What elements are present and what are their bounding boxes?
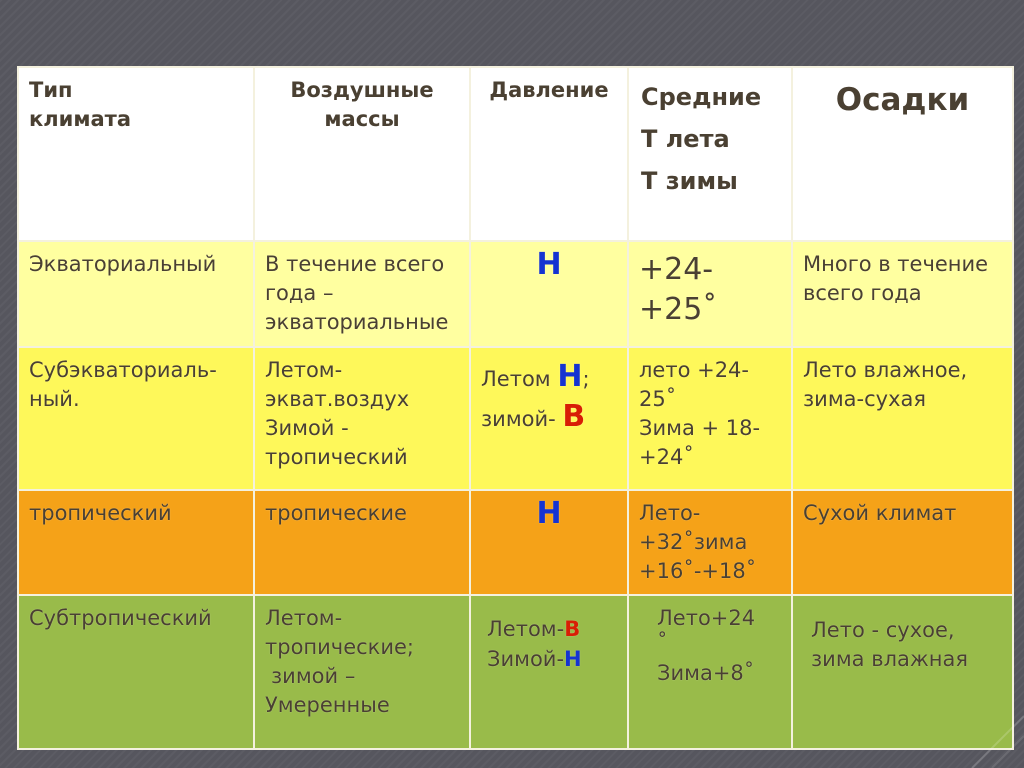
- air-line: зимой –: [271, 664, 356, 688]
- temp-line: +25˚: [639, 292, 718, 327]
- air-line: тропические;: [265, 635, 414, 659]
- table-row-subtropical: [18, 595, 1013, 749]
- cell-type: [18, 241, 254, 347]
- climate-table: [17, 66, 1014, 750]
- temp-line: ˚: [657, 631, 668, 655]
- cell-pressure: [470, 241, 628, 347]
- header-precipitation: [792, 67, 1013, 241]
- pressure-winter-label: зимой-: [481, 407, 556, 431]
- header-pressure-text: Давление: [489, 78, 609, 102]
- cell-pressure: [470, 595, 628, 749]
- header-precipitation-text: Осадки: [835, 82, 970, 118]
- cell-pressure: [470, 347, 628, 490]
- cell-air: [254, 347, 470, 490]
- header-pressure: [470, 67, 628, 241]
- temp-line: Лето+24: [657, 606, 756, 630]
- temp-line: Зима + 18-: [639, 416, 761, 440]
- precip-line: всего года: [803, 281, 922, 305]
- pressure-summer-label: Летом: [481, 367, 551, 391]
- climate-type-label: ный.: [29, 387, 80, 411]
- pressure-summer-label: Летом-: [487, 617, 565, 641]
- air-line: Зимой -: [265, 416, 349, 440]
- cell-temp: [628, 241, 792, 347]
- pressure-low-marker: Н: [536, 247, 562, 282]
- precip-line: зима влажная: [811, 647, 969, 671]
- header-avg-temp-line1: Средние: [641, 83, 762, 111]
- air-line: Умеренные: [265, 693, 390, 717]
- pressure-separator: ;: [582, 367, 590, 391]
- precip-line: Лето - сухое,: [811, 618, 955, 642]
- header-climate-type-line1: Тип: [29, 78, 73, 102]
- air-line: тропические: [265, 501, 407, 525]
- cell-pressure: [470, 490, 628, 595]
- cell-type: [18, 595, 254, 749]
- cell-temp: [628, 595, 792, 749]
- cell-temp: [628, 347, 792, 490]
- cell-precip: [792, 490, 1013, 595]
- pressure-high-marker: В: [564, 617, 581, 641]
- header-air-masses-line1: Воздушные: [290, 78, 434, 102]
- pressure-high-marker: В: [562, 399, 586, 434]
- header-avg-temp-line2: Т лета: [641, 125, 730, 153]
- header-air-masses: [254, 67, 470, 241]
- cell-air: [254, 595, 470, 749]
- cell-air: [254, 241, 470, 347]
- header-avg-temp-line3: Т зимы: [641, 167, 738, 195]
- cell-precip: [792, 347, 1013, 490]
- climate-type-label: Субэкваториаль-: [29, 358, 217, 382]
- temp-line: +24˚: [639, 445, 694, 469]
- precip-line: Много в течение: [803, 252, 989, 276]
- cell-precip: [792, 241, 1013, 347]
- pressure-summer: [487, 614, 617, 644]
- cell-air: [254, 490, 470, 595]
- air-line: Летом-: [265, 606, 343, 630]
- temp-line: лето +24-: [639, 358, 749, 382]
- cell-type: [18, 490, 254, 595]
- climate-type-label: тропический: [29, 501, 172, 525]
- pressure-winter: [487, 644, 617, 674]
- temp-line: +16˚-+18˚: [639, 559, 757, 583]
- pressure-winter: [481, 398, 617, 438]
- pressure-low-marker: Н: [536, 496, 562, 531]
- header-climate-type: [18, 67, 254, 241]
- precip-line: зима-сухая: [803, 387, 927, 411]
- temp-line: +24-: [639, 252, 714, 287]
- air-line: экват.воздух: [265, 387, 410, 411]
- temp-line: Зима+8˚: [657, 661, 755, 685]
- header-air-masses-line2: массы: [324, 107, 400, 131]
- precip-line: Сухой климат: [803, 501, 957, 525]
- table-row-subequatorial: [18, 347, 1013, 490]
- air-line: В течение всего: [265, 252, 445, 276]
- pressure-winter-label: Зимой-: [487, 647, 565, 671]
- temp-line: Лето-: [639, 501, 701, 525]
- header-climate-type-line2: климата: [29, 107, 132, 131]
- air-line: Летом-: [265, 358, 343, 382]
- table-row-equatorial: [18, 241, 1013, 347]
- temp-line: +32˚зима: [639, 530, 748, 554]
- pressure-summer: [481, 358, 617, 398]
- climate-type-label: Субтропический: [29, 606, 212, 630]
- pressure-low-marker: Н: [564, 647, 582, 671]
- climate-type-label: Экваториальный: [29, 252, 217, 276]
- header-row: [18, 67, 1013, 241]
- air-line: экваториальные: [265, 310, 449, 334]
- table-row-tropical: [18, 490, 1013, 595]
- precip-line: Лето влажное,: [803, 358, 968, 382]
- cell-type: [18, 347, 254, 490]
- pressure-low-marker: Н: [557, 359, 583, 394]
- header-avg-temp: [628, 67, 792, 241]
- cell-temp: [628, 490, 792, 595]
- temp-line: 25˚: [639, 387, 677, 411]
- air-line: тропический: [265, 445, 408, 469]
- corner-decoration-icon: [964, 708, 1024, 768]
- air-line: года –: [265, 281, 334, 305]
